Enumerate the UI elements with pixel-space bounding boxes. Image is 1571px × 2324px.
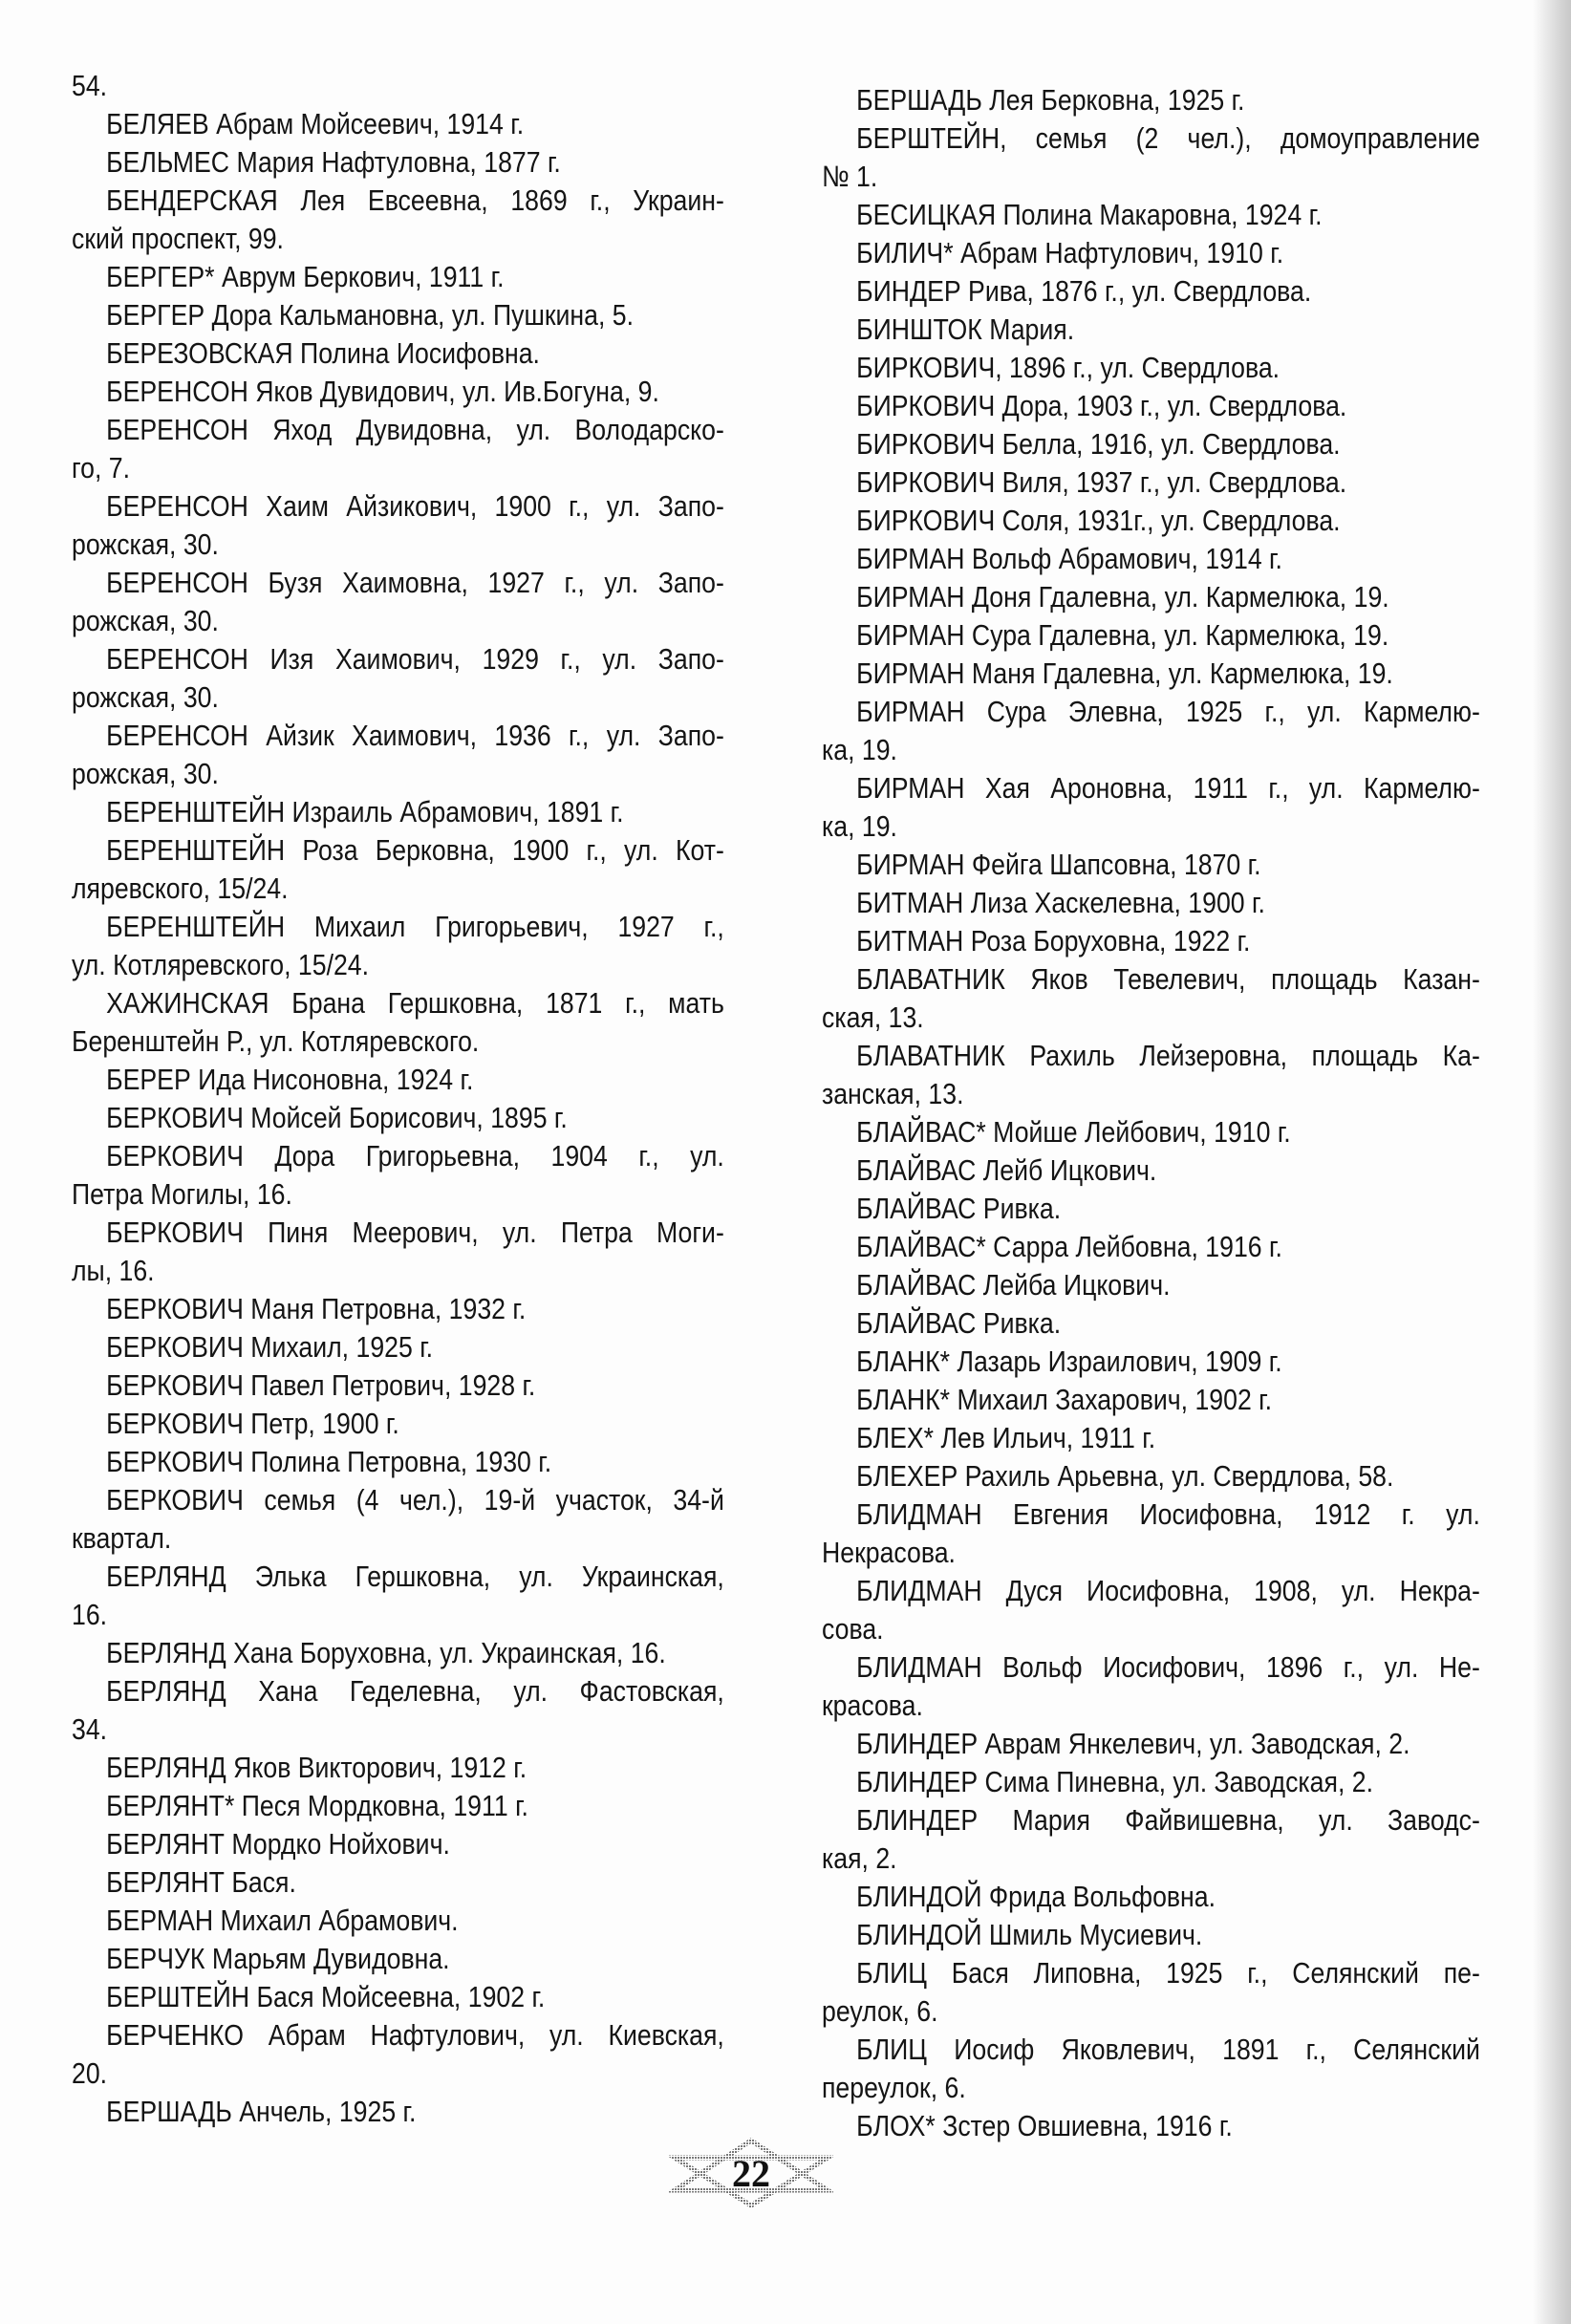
- entry-line: БЕРКОВИЧ Маня Петровна, 1932 г.: [106, 1292, 527, 1325]
- entry-line: БЕНДЕРСКАЯ Лея Евсеевна, 1869 г., Украин-: [106, 183, 724, 217]
- entry-line: БЕРКОВИЧ Петр, 1900 г.: [106, 1407, 399, 1440]
- entry-continuation-line: Беренштейн Р., ул. Котляревского.: [72, 1024, 480, 1058]
- entry-line: БЕРЕНСОН Изя Хаимович, 1929 г., ул. Запо-: [106, 642, 724, 676]
- entry-line: БЕРЛЯНТ Бася.: [106, 1865, 296, 1899]
- entry-line: БЛОХ* Зстер Овшиевна, 1916 г.: [856, 2109, 1233, 2142]
- entry-continuation-line: кая, 2.: [822, 1841, 897, 1875]
- entry-line: БЕРКОВИЧ Мойсей Борисович, 1895 г.: [106, 1101, 568, 1134]
- entry-line: БЕРКОВИЧ Павел Петрович, 1928 г.: [106, 1368, 536, 1402]
- entry-line: БЕЛЯЕВ Абрам Мойсеевич, 1914 г.: [106, 107, 525, 140]
- entry-line: БЛИДМАН Евгения Иосифовна, 1912 г. ул.: [856, 1497, 1480, 1531]
- entry-line: БЕРКОВИЧ Дора Григорьевна, 1904 г., ул.: [106, 1139, 724, 1173]
- entry-line: БЕРМАН Михаил Абрамович.: [106, 1904, 459, 1937]
- entry-line: 54.: [72, 69, 108, 102]
- entry-continuation-line: 20.: [72, 2056, 108, 2090]
- entry-line: БЕРЛЯНД Элька Гершковна, ул. Украинская,: [106, 1560, 724, 1593]
- entry-line: БЕРЕНШТЕЙН Роза Берковна, 1900 г., ул. Кот-: [106, 833, 724, 867]
- entry-line: БИРКОВИЧ Белла, 1916, ул. Свердлова.: [856, 427, 1341, 461]
- entry-continuation-line: № 1.: [822, 160, 878, 193]
- entry-line: БЕРКОВИЧ Пиня Меерович, ул. Петра Моги-: [106, 1216, 724, 1249]
- entry-continuation-line: Петра Могилы, 16.: [72, 1177, 292, 1211]
- entry-line: БЛИЦ Бася Липовна, 1925 г., Селянский пе-: [856, 1956, 1480, 1990]
- entry-line: БИРМАН Маня Гдалевна, ул. Кармелюка, 19.: [856, 656, 1393, 690]
- entry-line: БЕРЧЕНКО Абрам Нафтулович, ул. Киевская,: [106, 2018, 724, 2052]
- entry-line: БЕРЛЯНТ Мордко Нойхович.: [106, 1827, 450, 1861]
- entry-line: БЕРЛЯНД Яков Викторович, 1912 г.: [106, 1751, 527, 1784]
- entry-line: БЛАЙВАС Лейба Ицкович.: [856, 1268, 1171, 1302]
- entry-line: БЛИНДЕР Сима Пиневна, ул. Заводская, 2.: [856, 1765, 1373, 1798]
- entry-continuation-line: занская, 13.: [822, 1077, 964, 1110]
- entry-line: БЕРКОВИЧ семья (4 чел.), 19-й участок, 34-й: [106, 1483, 724, 1517]
- entry-continuation-line: сова.: [822, 1612, 884, 1646]
- entry-line: БЕРШТЕЙН Бася Мойсеевна, 1902 г.: [106, 1980, 546, 2013]
- entry-line: БЛАВАТНИК Рахиль Лейзеровна, площадь Ка-: [856, 1039, 1480, 1072]
- entry-line: БИТМАН Роза Боруховна, 1922 г.: [856, 924, 1251, 958]
- entry-line: БИРМАН Сура Элевна, 1925 г., ул. Кармелю-: [856, 695, 1480, 728]
- entry-line: БЛАЙВАС Ривка.: [856, 1306, 1062, 1340]
- entry-line: БЛИДМАН Дуся Иосифовна, 1908, ул. Некра-: [856, 1574, 1480, 1607]
- entry-line: БЕРЕНШТЕЙН Михаил Григорьевич, 1927 г.,: [106, 910, 724, 943]
- entry-line: БЛЕХЕР Рахиль Арьевна, ул. Свердлова, 58.: [856, 1459, 1394, 1493]
- page-number-star-emblem: [669, 2137, 833, 2209]
- entry-line: БЕРЕР Ида Нисоновна, 1924 г.: [106, 1063, 474, 1096]
- entry-line: БЛИНДЕР Аврам Янкелевич, ул. Заводская, 2.: [856, 1727, 1410, 1760]
- entry-continuation-line: ляревского, 15/24.: [72, 872, 289, 905]
- entry-line: БЕРЕЗОВСКАЯ Полина Иосифовна.: [106, 336, 540, 370]
- entry-line: БИРМАН Сура Гдалевна, ул. Кармелюка, 19.: [856, 618, 1389, 652]
- entry-line: БИРМАН Хая Ароновна, 1911 г., ул. Кармелю-: [856, 771, 1480, 805]
- entry-continuation-line: рожская, 30.: [72, 680, 219, 714]
- entry-continuation-line: ка, 19.: [822, 733, 897, 766]
- entry-line: БЛАНК* Лазарь Израилович, 1909 г.: [856, 1345, 1282, 1378]
- entry-continuation-line: 16.: [72, 1598, 108, 1631]
- entry-line: БЕРЕНСОН Яков Дувидович, ул. Ив.Богуна, 9.: [106, 375, 659, 408]
- entry-continuation-line: рожская, 30.: [72, 757, 219, 790]
- entry-line: БЛИНДОЙ Шмиль Мусиевич.: [856, 1918, 1203, 1951]
- entry-line: БЕРКОВИЧ Михаил, 1925 г.: [106, 1330, 434, 1364]
- entry-line: БЕСИЦКАЯ Полина Макаровна, 1924 г.: [856, 198, 1323, 231]
- entry-line: БЛИЦ Иосиф Яковлевич, 1891 г., Селянский: [856, 2033, 1480, 2066]
- entry-line: БЕРЛЯНД Хана Боруховна, ул. Украинская, 16.: [106, 1636, 666, 1669]
- entry-line: БЕРЛЯНД Хана Геделевна, ул. Фастовская,: [106, 1674, 724, 1708]
- entry-line: БЛАЙВАС* Сарра Лейбовна, 1916 г.: [856, 1230, 1282, 1263]
- entry-line: БЛАЙВАС* Мойше Лейбович, 1910 г.: [856, 1115, 1291, 1149]
- entry-line: БЕРГЕР Дора Кальмановна, ул. Пушкина, 5.: [106, 298, 635, 332]
- entry-line: БИРКОВИЧ Виля, 1937 г., ул. Свердлова.: [856, 465, 1347, 499]
- entry-line: БИНДЕР Рива, 1876 г., ул. Свердлова.: [856, 274, 1312, 308]
- entry-line: БЕРЕНШТЕЙН Израиль Абрамович, 1891 г.: [106, 795, 624, 828]
- entry-line: БИРМАН Фейга Шапсовна, 1870 г.: [856, 848, 1261, 881]
- entry-line: БИРКОВИЧ Соля, 1931г., ул. Свердлова.: [856, 504, 1341, 537]
- entry-continuation-line: реулок, 6.: [822, 1994, 938, 2028]
- entry-line: БЛИДМАН Вольф Иосифович, 1896 г., ул. Не-: [856, 1650, 1480, 1684]
- entry-continuation-line: го, 7.: [72, 451, 131, 484]
- entry-line: БЛАВАТНИК Яков Тевелевич, площадь Казан-: [856, 962, 1480, 996]
- entry-continuation-line: красова.: [822, 1689, 923, 1722]
- entry-line: БИЛИЧ* Абрам Нафтулович, 1910 г.: [856, 236, 1284, 269]
- entry-line: БЕРЧУК Марьям Дувидовна.: [106, 1942, 450, 1975]
- entry-continuation-line: лы, 16.: [72, 1254, 155, 1287]
- entry-line: БЛАЙВАС Лейб Ицкович.: [856, 1153, 1157, 1187]
- entry-line: БЛАНК* Михаил Захарович, 1902 г.: [856, 1383, 1273, 1416]
- entry-continuation-line: Некрасова.: [822, 1536, 956, 1569]
- entry-line: БЕРШАДЬ Лея Берковна, 1925 г.: [856, 83, 1245, 117]
- entry-continuation-line: ка, 19.: [822, 809, 897, 843]
- page-number: 22: [732, 2152, 770, 2195]
- entry-line: БИТМАН Лиза Хаскелевна, 1900 г.: [856, 886, 1265, 919]
- entry-line: БЕРШТЕЙН, семья (2 чел.), домоуправление: [856, 121, 1480, 155]
- entry-line: БЕРШАДЬ Анчель, 1925 г.: [106, 2095, 417, 2128]
- entry-line: БЕРЕНСОН Бузя Хаимовна, 1927 г., ул. Запо-: [106, 566, 724, 599]
- entry-line: БИРКОВИЧ, 1896 г., ул. Свердлова.: [856, 351, 1280, 384]
- entry-continuation-line: 34.: [72, 1712, 108, 1746]
- entry-line: БЛЕХ* Лев Ильич, 1911 г.: [856, 1421, 1156, 1454]
- entry-line: БЛИНДОЙ Фрида Вольфовна.: [856, 1880, 1216, 1913]
- entry-line: БЕРЛЯНТ* Песя Мордковна, 1911 г.: [106, 1789, 528, 1822]
- entry-line: БЛИНДЕР Мария Файвишевна, ул. Заводс-: [856, 1803, 1480, 1837]
- entry-line: БЛАЙВАС Ривка.: [856, 1192, 1062, 1225]
- entry-line: БИНШТОК Мария.: [856, 312, 1075, 346]
- entry-continuation-line: рожская, 30.: [72, 604, 219, 637]
- entry-continuation-line: ская, 13.: [822, 1001, 924, 1034]
- entry-line: БЕЛЬМЕС Мария Нафтуловна, 1877 г.: [106, 145, 561, 179]
- entry-continuation-line: ский проспект, 99.: [72, 222, 284, 255]
- entry-line: БЕРКОВИЧ Полина Петровна, 1930 г.: [106, 1445, 552, 1478]
- entry-line: БЕРЕНСОН Яход Дувидовна, ул. Володарско-: [106, 413, 724, 446]
- entry-continuation-line: ул. Котляревского, 15/24.: [72, 948, 370, 981]
- scan-edge-shadow: [1533, 0, 1571, 2324]
- entry-line: БИРКОВИЧ Дора, 1903 г., ул. Свердлова.: [856, 389, 1347, 422]
- entry-line: БЕРЕНСОН Айзик Хаимович, 1936 г., ул. Запо-: [106, 719, 724, 752]
- entry-line: БИРМАН Доня Гдалевна, ул. Кармелюка, 19.: [856, 580, 1389, 613]
- entry-continuation-line: переулок, 6.: [822, 2071, 966, 2104]
- right-column: [822, 81, 1480, 2145]
- entry-continuation-line: рожская, 30.: [72, 527, 219, 561]
- entry-continuation-line: квартал.: [72, 1521, 172, 1555]
- entry-line: БЕРГЕР* Аврум Беркович, 1911 г.: [106, 260, 505, 293]
- entry-line: БИРМАН Вольф Абрамович, 1914 г.: [856, 542, 1282, 575]
- left-column: [72, 67, 724, 2131]
- entry-line: БЕРЕНСОН Хаим Айзикович, 1900 г., ул. Запо-: [106, 489, 724, 523]
- entry-line: ХАЖИНСКАЯ Брана Гершковна, 1871 г., мать: [106, 986, 724, 1020]
